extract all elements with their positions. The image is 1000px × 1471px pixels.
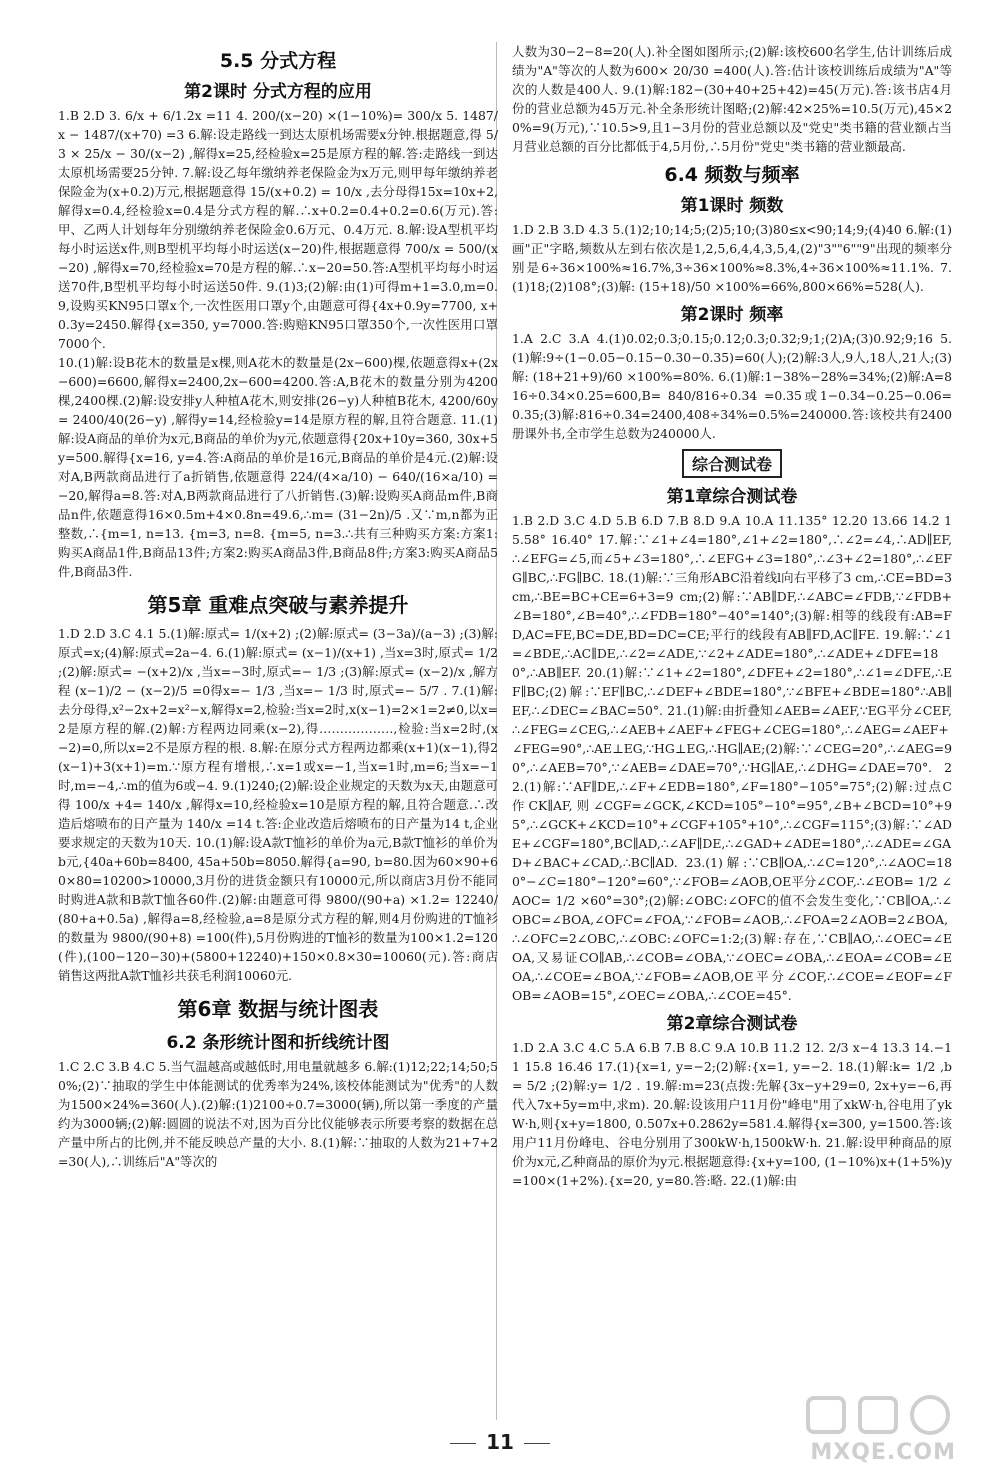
answer-block: 1.C 2.C 3.B 4.C 5.当气温越高或越低时,用电量就越多 6.解:(1)12;22;14;50;50%;(2)∵抽取的学生中体能测试的优秀率为24%,该校体能测试为"优秀"的人数为1500×24%=360(人).(2)解:(1)2100÷0.7=3000(辆),所以第一季度的产量约为3000辆;(2)解:圆圆的说法不对,因为百分比仪能够表示所要考察的数据在总产量中所占的比例,并不能反映总产量的大小. 8.(1)解:∵抽取的人数为21+7+2=30(人),∴训练后"A"等次的: [58, 1059, 498, 1169]
section-heading-6-2: 6.2 条形统计图和折线统计图: [166, 1033, 390, 1053]
right-column: [512, 42, 952, 1190]
test-heading-1: 第1章综合测试卷: [666, 487, 798, 507]
section-heading-5-5: 5.5 分式方程: [219, 50, 337, 72]
lesson-heading: 第2课时 分式方程的应用: [184, 82, 372, 102]
chapter-heading-6: 第6章 数据与统计图表: [177, 997, 379, 1021]
answer-block: 1.D 2.B 3.D 4.3 5.(1)2;10;14;5;(2)5;10;(3)80≤x<90;14;9;(4)40 6.解:(1)画"正"字略,频数从左到右依次是1,2,5,6,4,4,3,5,4,(2)"3""6""9"出现的频率分别是6÷36×100%≈16.7%,3÷36×100%≈8.3%,4÷36×100%≈11.1%. 7.(1)18;(2)108°;(3)解: (15+18)/50 ×100%=66%,800×66%=528(人).: [512, 222, 952, 294]
answer-block: 1.B 2.D 3. 6/x + 6/1.2x =11 4. 200/(x−20) ×(1−10%)= 300/x 5. 1487/x − 1487/(x+70) =3 6.解:设走路线一到达太原机场需要x分钟.根据题意,得 5/3 × 25/x − 30/(x−2) ,解得x=25,经检验x=25是原方程的解.答:走路线一到达太原机场需要25分钟. 7.解:设乙每年缴纳养老保险金为x万元,则甲每年缴纳养老保险金为(x+0.2)万元,根据题意得 15/(x+0.2) = 10/x ,去分母得15x=10x+2,解得x=0.4,经检验x=0.4是分式方程的解.∴x+0.2=0.4+0.2=0.6(万元).答:甲、乙两人计划每年分别缴纳养老保险金0.6万元、0.4万元. 8.解:设A型机平均每小时运送x件,则B型机平均每小时运送(x−20)件,根据题意得 700/x = 500/(x−20) ,解得x=70,经检验x=70是方程的解.∴x−20=50.答:A型机平均每小时运送70件,B型机平均每小时运送50件. 9.(1)3;(2)解:由(1)可得m+1=3.0,m=0.9,设购买KN95口罩x个,一次性医用口罩y个,由题意可得{4x+0.9y=7700, x+0.3y=2450.解得{x=350, y=7000.答:购赔KN95口罩350个,一次性医用口罩7000个.: [58, 108, 498, 351]
boxed-section-title: 综合测试卷: [682, 449, 782, 478]
answer-block: 1.A 2.C 3.A 4.(1)0.02;0.3;0.15;0.12;0.3;0.32;9;1;(2)A;(3)0.92;9;16 5.(1)解:9÷(1−0.05−0.15−0.30−0.35)=60(人);(2)解:3人,9人,18人,21人;(3)解: (18+21+9)/60 ×100%=80%. 6.(1)解:1−38%−28%=34%;(2)解:A=816÷0.34×0.25=600,B= 840/816÷0.34 =0.35或1−0.34−0.25−0.06=0.35;(3)解:816÷0.34=2400,408÷34%=0.5%=240000.答:该校共有2400册课外书,全市学生总数为240000人.: [512, 331, 952, 441]
chapter-heading-5: 第5章 重难点突破与素养提升: [147, 593, 409, 617]
test-heading-2: 第2章综合测试卷: [666, 1014, 798, 1034]
answer-block: 人数为30−2−8=20(人).补全图如图所示;(2)解:该校600名学生,估计训练后成绩为"A"等次的人数为600× 20/30 =400(人).答:估计该校训练后成绩为"A"等次的人数是400人. 9.(1)解:182−(30+40+25+42)=45(万元).答:该书店4月份的营业总额为45万元.补全条形统计图略;(2)解:42×25%=10.5(万元),45×20%=9(万元),∵10.5>9,且1−3月份的营业总额以及"党史"类书籍的营业额占当月营业总额的百分比都低于4,5月份,∴5月份"党史"类书籍的营业额最高.: [512, 44, 952, 154]
dash-left: [450, 1443, 476, 1444]
answer-block: 1.B 2.D 3.C 4.D 5.B 6.D 7.B 8.D 9.A 10.A 11.135° 12.20 13.66 14.2 15.58° 16.40° 17.解:∵∠1+∠4=180°,∠1+∠2=180°,∴∠2=∠4,∴AD∥EF,∴∠EFG=∠5,而∠5+∠3=180°,∴∠EFG+∠3=180°,∴∠3+∠2=180°,∴∠EFG∥BC,∴FG∥BC. 18.(1)解:∵三角形ABC沿着线l向右平移了3 cm,∴CE=BD=3 cm,∴BE=BC+CE=6+3=9 cm;(2)解:∵AB∥DF,∴∠ABC=∠FDB,∵∠FDB+∠B=180°,∠B=40°,∴∠FDB=180°−40°=140°;(3)解:相等的线段有:AB=FD,AC=FE,BC=DE,BD=DC=CE;平行的线段有AB∥FD,AC∥FE. 19.解:∵∠1=∠BDE,∴AC∥DE,∴∠2=∠ADE,∵∠2+∠ADE=180°,∴∠ADE+∠DFE=180°,∴AB∥EF. 20.(1)解:∵∠1+∠2=180°,∠DFE+∠2=180°,∴∠1=∠DFE,∴EF∥BC;(2)解:∵EF∥BC,∴∠DEF+∠BDE=180°,∵∠BFE+∠BDE=180°∴AB∥EF,∴∠DEC=∠BAC=50°. 21.(1)解:由折叠知∠AEB=∠AEF,∵EG平分∠CEF,∴∠FEG=∠CEG,∴∠AEB+∠AEF+∠FEG+∠CEG=180°,∴∠AEG=∠AEF+∠FEG=90°,∴AE⊥EG,∵HG⊥EG,∴HG∥AE;(2)解:∵∠CEG=20°,∴∠AEG=90°,∴∠AEB=70°,∵∠AEB=∠DAE=70°,∵HG∥AE,∴∠DHG=∠DAE=70°. 22.(1)解:∵AF∥DE,∴∠F+∠EDB=180°,∠F=180°−105°=75°;(2)解:过点C作CK∥AF,则∠CGF=∠GCK,∠KCD=105°−10°=95°,∠B+∠BCD=10°+95°,∴∠GCK+∠KCD=10°+∠CGF+105°+10°,∴∠CGF=115°;(3)解:∵∠ADE+∠CGF=180°,BC∥AD,∴∠AF∥DE,∴∠GAD+∠ADE=180°,∴∠ADE=∠GAD+∠BAC+∠CAD,∴BC∥AD. 23.(1)解:∵CB∥OA,∴∠C=120°,∴∠AOC=180°−∠C=180°−120°=60°,∵∠FOB=∠AOB,OE平分∠COF,∴∠EOB= 1/2 ∠AOC= 1/2 ×60°=30°;(2)解:∠OBC:∠OFC的值不会发生变化,∵CB∥OA,∴∠OBC=∠BOA,∠OFC=∠FOA,∵∠FOB=∠AOB,∴∠FOA=2∠AOB=2∠BOA,∴∠OFC=2∠OBC,∴∠OBC:∠OFC=1:2;(3)解:存在,∵CB∥AO,∴∠OEC=∠EOA,又易证CO∥AB,∴∠COB=∠OBA,∵∠OEC=∠OBA,∴∠EOA=∠COB=∠EOA,∴∠COE=∠BOA,∵∠FOB=∠AOB,OE平分∠COF,∴∠COE=∠EOF=∠FOB=∠AOB=15°,∠OEC=∠OBA,∴∠COE=45°.: [512, 513, 952, 1003]
left-column: [58, 42, 498, 1171]
page-number-text: 11: [486, 1430, 514, 1454]
answer-block: 1.D 2.D 3.C 4.1 5.(1)解:原式= 1/(x+2) ;(2)解:原式= (3−3a)/(a−3) ;(3)解:原式=x;(4)解:原式=2a−4. 6.(1)解:原式= (x−1)/(x+1) ,当x=3时,原式= 1/2 ;(2)解:原式= −(x+2)/x ,当x=−3时,原式=− 1/3 ;(3)解:原式= (x−2)/x ,解方程 (x−1)/2 − (x−2)/5 =0得x=− 1/3 ,当x=− 1/3 时,原式=− 5/7 . 7.(1)解:去分母得,x²−2x+2=x²−x,解得x=2,检验:当x=2时,x(x−1)=2×1=2≠0,以x=2是原方程的解.(2)解:方程两边同乘(x−2),得………………,检验:当x=2时,(x−2)=0,所以x=2不是原方程的根. 8.解:在原分式方程两边都乘(x+1)(x−1),得2(x−1)+3(x+1)=m.∵原方程有增根,∴x=1或x=−1,当x=1时,m=6;当x=−1时,m=−4,∴m的值为6或−4. 9.(1)240;(2)解:设企业规定的天数为x天,由题意可得 100/x +4= 140/x ,解得x=10,经检验x=10是原方程的解,且符合题意.∴改造后熔喷布的日产量为 140/x =14 t.答:企业改造后熔喷布的日产量为14 t,企业要求规定的天数为10天. 10.(1)解:设A款T恤衫的单价为a元,B款T恤衫的单价为b元,{40a+60b=8400, 45a+50b=8050.解得{a=90, b=80.因为60×90+60×80=10200>10000,3月份的进货金额只有10000元,所以商店3月份不能同时购进A款和B款T恤各60件.(2)解:由题意可得 9800/(90+a) ×1.2= 12240/(80+a+0.5a) ,解得a=8,经检验,a=8是原分式方程的解,则4月份购进的T恤衫的数量为 9800/(90+8) =100(件),5月份购进的T恤衫的数量为100×1.2=120(件),(100−120−30)+(5800+12240)+150×0.8×30=10060(元).答:商店销售这两批A款T恤衫共获毛利润10060元.: [58, 626, 498, 983]
answer-block: 10.(1)解:设B花木的数量是x棵,则A花木的数量是(2x−600)棵,依题意得x+(2x−600)=6600,解得x=2400,2x−600=4200.答:A,B花木的数量分别为4200棵,2400棵.(2)解:设安排y人种植A花木,则安排(26−y)人种植B花木, 4200/60y = 2400/40(26−y) ,解得y=14,经检验y=14是原方程的解,且符合题意. 11.(1)解:设A商品的单价为x元,B商品的单价为y元,依题意得{20x+10y=360, 30x+5y=500.解得{x=16, y=4.答:A商品的单价是16元,B商品的单价是4元.(2)解:设对A,B两款商品进行了a折销售,依题意得 224/(4×a/10) − 640/(16×a/10) =−20,解得a=8.答:对A,B两款商品进行了八折销售.(3)解:设购买A商品m件,B商品n件,依题意得16×0.5m+4×0.8n=49.6,∴m= (31−2n)/5 .又∵m,n都为正整数,∴{m=1, n=13. {m=3, n=8. {m=5, n=3.∴共有三种购买方案:方案1:购买A商品1件,B商品13件;方案2:购买A商品3件,B商品8件;方案3:购买A商品5件,B商品3件.: [58, 355, 498, 579]
watermark-text: MXQE.COM: [810, 1440, 956, 1465]
dash-right: [524, 1443, 550, 1444]
boxed-title-wrap: [512, 449, 952, 478]
lesson-heading: 第2课时 频率: [680, 305, 784, 325]
lesson-heading: 第1课时 频数: [680, 196, 784, 216]
section-heading-6-4: 6.4 频数与频率: [664, 164, 800, 186]
answer-block: 1.D 2.A 3.C 4.C 5.A 6.B 7.B 8.C 9.A 10.B 11.2 12. 2/3 x−4 13.3 14.−11 15.8 16.46 17.(1){x=1, y=−2;(2)解:{x=1, y=−2. 18.(1)解:k= 1/2 ,b= 5/2 ;(2)解:y= 1/2 . 19.解:m=23(点拨:先解{3x−y+29=0, 2x+y=−6,再代入7x+5y=m中,求m). 20.解:设该用户11月份"峰电"用了xkW·h,谷电用了ykW·h,则{x+y=1800, 0.507x+0.2862y=581.4.解得{x=300, y=1500.答:该用户11月份峰电、谷电分别用了300kW·h,1500kW·h. 21.解:设甲种商品的原价为x元,乙种商品的原价为y元.根据题意得:{x+y=100, (1−10%)x+(1+5%)y=100×(1+2%).{x=20, y=80.答:略. 22.(1)解:由: [512, 1040, 952, 1188]
